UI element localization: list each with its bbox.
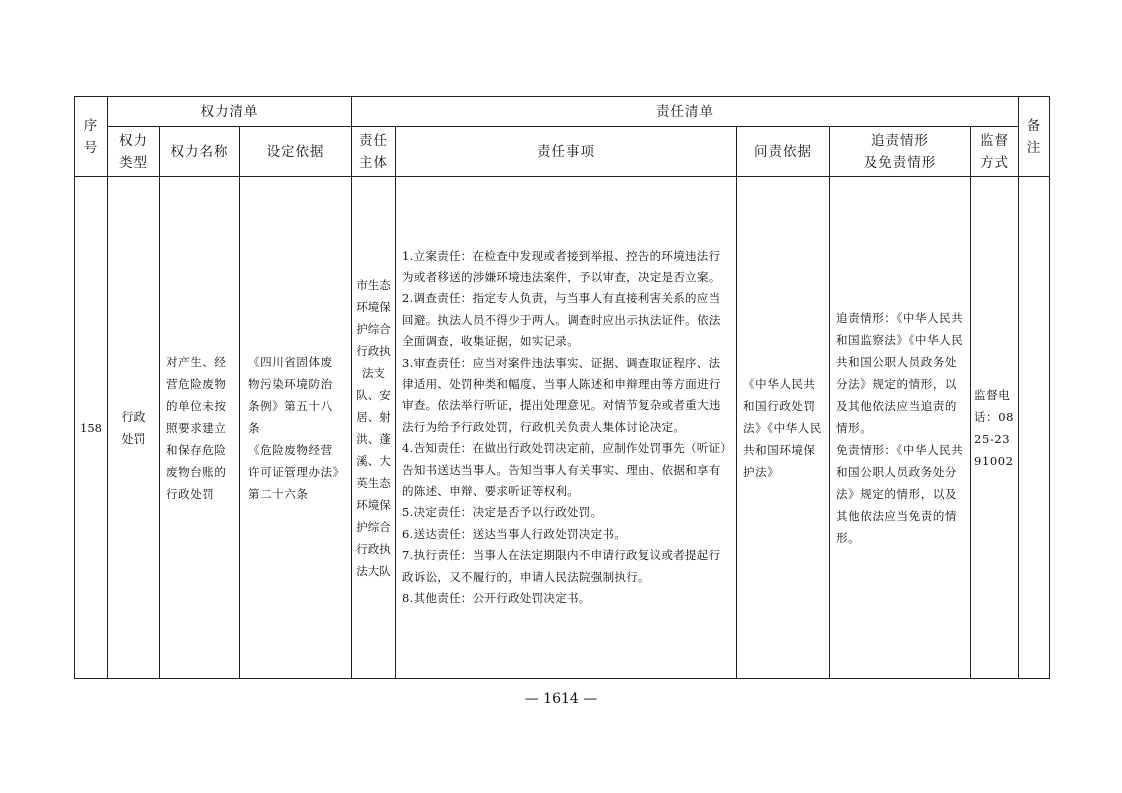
list-item: 3.审查责任：应当对案件违法事实、证据、调查取证程序、法律适用、处罚种类和幅度、当事人陈述和申辩理由等方面进行审查。依法举行听证，提出处理意见。对情节复杂或者重大违法行为给予行政处罚，行政机关负责人集体讨论决定。 [402, 355, 721, 434]
header-basis: 设定依据 [240, 127, 352, 177]
header-power-type: 权力类型 [108, 127, 160, 177]
list-item: 1.立案责任：在检查中发现或者接到举报、控告的环境违法行为或者移送的涉嫌环境违法案件，予以审查，决定是否立案。 [402, 248, 721, 284]
list-item: 7.执行责任：当事人在法定期限内不申请行政复议或者提起行政诉讼，又不履行的，申请人民法院强制执行。 [402, 548, 721, 584]
header-power-list: 权力清单 [108, 97, 352, 127]
header-responsibility-list: 责任清单 [352, 97, 1019, 127]
list-item: 5.决定责任：决定是否予以行政处罚。 [402, 505, 603, 520]
header-supervision: 监督方式 [971, 127, 1019, 177]
header-seq: 序号 [75, 97, 108, 177]
cell-subject: 市生态环境保护综合行政执法支队、安居、射洪、蓬溪、大英生态环境保护综合行政执法大队 [352, 177, 396, 679]
cell-power-type: 行政处罚 [108, 177, 160, 679]
list-item: 8.其他责任：公开行政处罚决定书。 [402, 591, 591, 606]
header-items: 责任事项 [396, 127, 737, 177]
responsibility-items-list [396, 246, 736, 610]
cell-supervision: 监督电话：0825-2391002 [971, 177, 1019, 679]
cell-remarks [1019, 177, 1050, 679]
cell-power-name: 对产生、经营危险废物的单位未按照要求建立和保存危险废物台账的行政处罚 [160, 177, 240, 679]
list-item: 6.送达责任：送达当事人行政处罚决定书。 [402, 526, 627, 541]
header-remarks: 备注 [1019, 97, 1050, 177]
responsibility-table [74, 96, 1050, 679]
header-subject: 责任主体 [352, 127, 396, 177]
header-pursuit: 追责情形 及免责情形 [830, 127, 971, 177]
cell-seq: 158 [75, 177, 108, 679]
list-item: 4.告知责任：在做出行政处罚决定前，应制作处罚事先（听证）告知书送达当事人。告知当事人有关事实、理由、依据和享有的陈述、申辩、要求听证等权利。 [402, 441, 727, 499]
cell-items [396, 177, 737, 679]
list-item: 2.调查责任：指定专人负责，与当事人有直接利害关系的应当回避。执法人员不得少于两人。调查时应出示执法证件。依法全面调查，收集证据，如实记录。 [402, 291, 721, 349]
table-row [75, 177, 1050, 679]
page-number: — 1614 — [524, 691, 598, 707]
cell-basis: 《四川省固体废物污染环境防治条例》第五十八条 《危险废物经营许可证管理办法》第二十六条 [240, 177, 352, 679]
cell-pursuit: 追责情形：《中华人民共和国监察法》《中华人民共和国公职人员政务处分法》规定的情形，以及其他依法应当追责的情形。 免责情形：《中华人民共和国公职人员政务处分法》规定的情形，以及其他依法应当免责的情形。 [830, 177, 971, 679]
header-accountability-basis: 问责依据 [737, 127, 830, 177]
header-power-name: 权力名称 [160, 127, 240, 177]
cell-accountability-basis: 《中华人民共和国行政处罚法》《中华人民共和国环境保护法》 [737, 177, 830, 679]
